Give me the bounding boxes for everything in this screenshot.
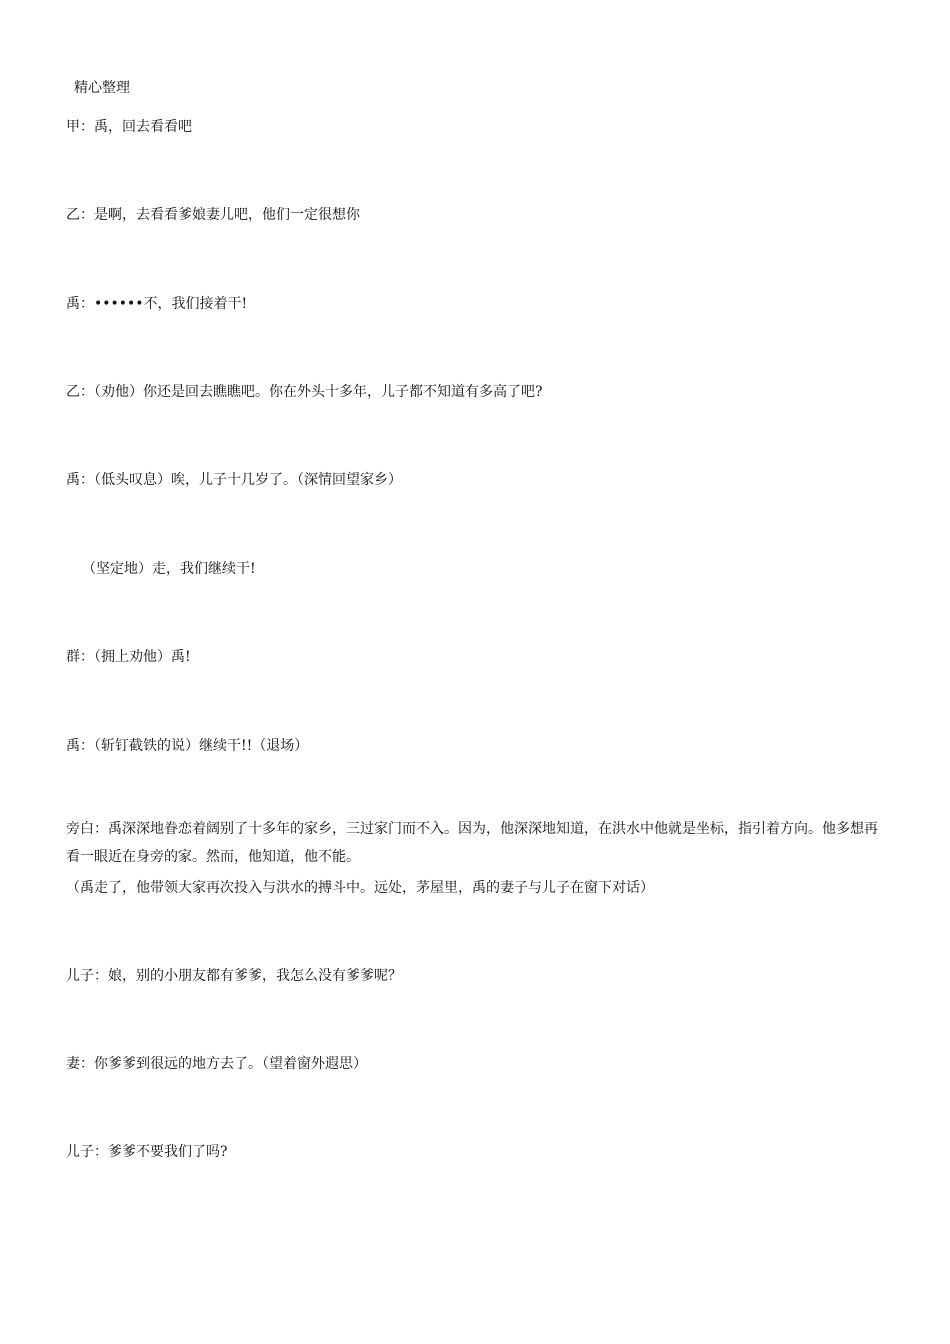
dialogue-line-yu-3: （坚定地）走，我们继续干!: [82, 561, 256, 577]
stage-direction: （禹走了，他带领大家再次投入与洪水的搏斗中。远处，茅屋里，禹的妻子与儿子在窗下对话）: [66, 880, 654, 896]
dialogue-line-wife: 妻：你爹爹到很远的地方去了。（望着窗外遐思）: [66, 1056, 367, 1072]
dialogue-line-yi-1: 乙：是啊，去看看爹娘妻儿吧，他们一定很想你: [66, 207, 360, 223]
dialogue-line-yu-4: 禹：（斩钉截铁的说）继续干!!（退场）: [66, 738, 309, 754]
dialogue-line-yi-2: 乙：（劝他）你还是回去瞧瞧吧。你在外头十多年，儿子都不知道有多高了吧?: [66, 384, 543, 400]
dialogue-line-son-2: 儿子：爹爹不要我们了吗?: [66, 1144, 228, 1160]
dialogue-line-jia: 甲：禹，回去看看吧: [66, 119, 192, 135]
dialogue-line-yu-2: 禹：（低头叹息）唉，儿子十几岁了。（深情回望家乡）: [66, 472, 402, 488]
dialogue-line-qun: 群：（拥上劝他）禹!: [66, 649, 191, 665]
page-header: 精心整理: [74, 80, 130, 96]
dialogue-line-son-1: 儿子：娘，别的小朋友都有爹爹，我怎么没有爹爹呢？: [66, 968, 402, 984]
narration-paragraph: 旁白：禹深深地眷恋着阔别了十多年的家乡，三过家门而不入。因为，他深深地知道，在洪水中他就是坐标，指引着方向。他多想再看一眼近在身旁的家。然而，他知道，他不能。: [66, 821, 878, 865]
dialogue-line-yu-1: 禹：••••••不，我们接着干!: [66, 296, 248, 312]
